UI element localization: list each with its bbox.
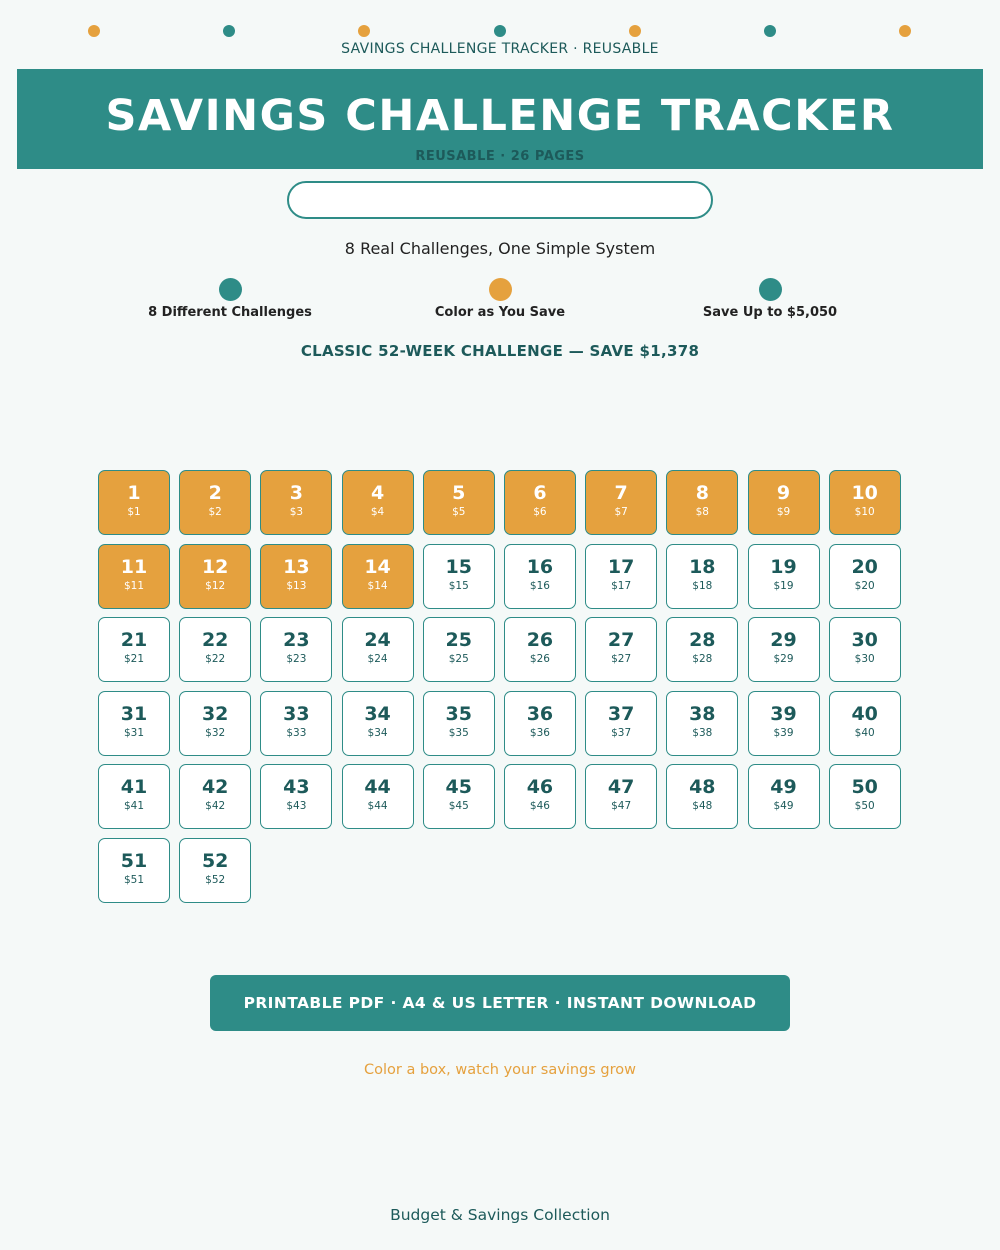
week-box[interactable] — [98, 838, 170, 903]
week-box[interactable] — [585, 544, 657, 609]
week-grid — [98, 470, 902, 903]
week-box[interactable] — [504, 470, 576, 535]
week-amount: $34 — [367, 726, 388, 739]
week-number: 3 — [289, 482, 303, 504]
week-number: 20 — [851, 555, 878, 578]
week-amount: $27 — [611, 653, 632, 666]
week-number: 10 — [851, 482, 878, 504]
week-number: 49 — [770, 776, 797, 799]
week-amount: $12 — [205, 579, 226, 592]
week-amount: $3 — [289, 506, 304, 518]
decor-dot — [223, 25, 235, 37]
week-number: 19 — [770, 555, 797, 578]
week-amount: $41 — [123, 800, 145, 813]
week-amount: $39 — [773, 726, 794, 739]
week-number: 9 — [776, 482, 791, 504]
week-number: 39 — [770, 702, 797, 725]
week-number: 26 — [526, 629, 554, 652]
week-amount: $16 — [529, 579, 550, 592]
week-amount: $14 — [367, 579, 388, 592]
week-number: 35 — [445, 702, 472, 725]
week-box[interactable] — [342, 617, 414, 682]
week-box[interactable] — [585, 617, 657, 682]
tagline: 8 Real Challenges, One Simple System — [344, 239, 656, 258]
week-amount: $32 — [205, 726, 226, 739]
week-number: 52 — [201, 849, 229, 872]
tip-text: Color a box, watch your savings grow — [364, 1062, 636, 1078]
week-number: 28 — [689, 629, 716, 652]
feature-dot-icon — [759, 278, 782, 301]
week-amount: $29 — [773, 653, 794, 666]
week-number: 6 — [533, 482, 547, 504]
week-box[interactable] — [829, 470, 901, 535]
week-box[interactable] — [585, 764, 657, 829]
week-box[interactable] — [666, 617, 738, 682]
week-box[interactable] — [666, 544, 738, 609]
decor-dot — [494, 25, 506, 37]
week-amount: $23 — [286, 653, 307, 666]
page-subtitle: REUSABLE · 26 PAGES — [415, 149, 585, 164]
week-amount: $20 — [854, 579, 875, 592]
week-number: 31 — [120, 702, 148, 725]
week-box[interactable] — [829, 617, 901, 682]
week-box[interactable] — [504, 617, 576, 682]
week-box[interactable] — [748, 764, 820, 829]
feature-save — [635, 278, 905, 320]
week-number: 11 — [120, 555, 148, 578]
week-box[interactable] — [98, 617, 170, 682]
week-box[interactable] — [829, 691, 901, 756]
week-number: 22 — [201, 629, 229, 652]
decor-dot — [88, 25, 100, 37]
week-box[interactable] — [666, 470, 738, 535]
week-number: 2 — [208, 482, 222, 504]
week-box[interactable] — [748, 544, 820, 609]
week-amount: $36 — [529, 726, 550, 739]
week-number: 23 — [283, 629, 310, 652]
download-button[interactable]: PRINTABLE PDF · A4 & US LETTER · INSTANT DOWNLOAD — [210, 975, 790, 1031]
week-box[interactable] — [423, 544, 495, 609]
week-number: 37 — [607, 702, 635, 725]
week-number: 7 — [614, 482, 628, 504]
week-amount: $31 — [123, 726, 145, 739]
week-box[interactable] — [585, 470, 657, 535]
week-amount: $43 — [286, 800, 307, 813]
week-number: 12 — [201, 555, 229, 578]
week-box[interactable] — [342, 544, 414, 609]
decor-dot — [899, 25, 911, 37]
week-amount: $24 — [367, 653, 388, 666]
week-box[interactable] — [504, 691, 576, 756]
week-amount: $28 — [692, 653, 713, 666]
week-amount: $45 — [448, 800, 469, 813]
feature-label: Color as You Save — [434, 305, 566, 320]
week-number: 18 — [689, 555, 716, 578]
feature-label: 8 Different Challenges — [148, 305, 312, 320]
page-title: SAVINGS CHALLENGE TRACKER — [105, 91, 895, 141]
week-amount: $9 — [776, 506, 791, 518]
week-box[interactable] — [666, 764, 738, 829]
week-number: 44 — [364, 776, 391, 799]
week-box[interactable] — [342, 691, 414, 756]
week-box[interactable] — [98, 544, 170, 609]
footer-text: Budget & Savings Collection — [390, 1206, 610, 1224]
week-amount: $18 — [692, 579, 713, 592]
week-box[interactable] — [423, 617, 495, 682]
week-number: 27 — [607, 629, 635, 652]
week-number: 13 — [283, 555, 310, 578]
week-box[interactable] — [98, 764, 170, 829]
week-number: 5 — [452, 482, 466, 504]
week-amount: $2 — [208, 506, 222, 518]
week-box[interactable] — [260, 764, 332, 829]
week-box[interactable] — [342, 470, 414, 535]
week-amount: $5 — [452, 506, 466, 518]
week-number: 14 — [364, 555, 391, 578]
week-number: 1 — [127, 482, 141, 504]
decor-dot — [629, 25, 641, 37]
feature-color — [365, 278, 635, 320]
feature-dot-icon — [489, 278, 512, 301]
top-caption: SAVINGS CHALLENGE TRACKER · REUSABLE — [341, 41, 659, 57]
week-box[interactable] — [98, 470, 170, 535]
week-number: 41 — [120, 776, 148, 799]
week-number: 24 — [364, 629, 391, 652]
week-amount: $15 — [448, 579, 469, 592]
week-box[interactable] — [260, 691, 332, 756]
title-banner — [17, 69, 983, 169]
decor-dot — [358, 25, 370, 37]
week-number: 15 — [445, 555, 472, 578]
week-amount: $26 — [529, 653, 550, 666]
week-box[interactable] — [179, 691, 251, 756]
week-amount: $4 — [370, 506, 385, 518]
week-number: 43 — [283, 776, 310, 799]
week-amount: $40 — [854, 726, 875, 739]
week-box[interactable] — [179, 617, 251, 682]
week-box[interactable] — [748, 617, 820, 682]
week-number: 46 — [526, 776, 554, 799]
week-amount: $52 — [205, 873, 226, 886]
week-box[interactable] — [829, 764, 901, 829]
week-box[interactable] — [748, 691, 820, 756]
week-amount: $47 — [611, 800, 632, 813]
week-amount: $49 — [773, 800, 794, 813]
week-amount: $19 — [773, 579, 794, 592]
week-amount: $10 — [854, 506, 875, 518]
week-amount: $44 — [367, 800, 388, 813]
week-number: 4 — [370, 482, 385, 504]
week-amount: $6 — [533, 506, 547, 518]
decor-dot — [764, 25, 776, 37]
week-box[interactable] — [504, 764, 576, 829]
week-box[interactable] — [829, 544, 901, 609]
week-box[interactable] — [666, 691, 738, 756]
week-amount: $25 — [448, 653, 469, 666]
week-number: 25 — [445, 629, 472, 652]
week-amount: $37 — [611, 726, 632, 739]
week-amount: $30 — [854, 653, 875, 666]
week-number: 34 — [364, 702, 391, 725]
week-box[interactable] — [179, 544, 251, 609]
week-number: 33 — [283, 702, 310, 725]
week-amount: $17 — [611, 579, 632, 592]
week-amount: $8 — [695, 506, 709, 518]
challenge-title: CLASSIC 52-WEEK CHALLENGE — SAVE $1,378 — [300, 342, 700, 360]
week-box[interactable] — [423, 691, 495, 756]
week-amount: $50 — [854, 800, 875, 813]
feature-label: Save Up to $5,050 — [702, 305, 838, 320]
week-amount: $21 — [123, 653, 145, 666]
week-number: 51 — [120, 849, 148, 872]
week-box[interactable] — [585, 691, 657, 756]
week-number: 8 — [695, 482, 709, 504]
week-box[interactable] — [260, 544, 332, 609]
week-number: 47 — [607, 776, 635, 799]
week-number: 48 — [689, 776, 716, 799]
week-amount: $33 — [286, 726, 307, 739]
week-number: 40 — [851, 702, 878, 725]
week-amount: $35 — [448, 726, 469, 739]
week-box[interactable] — [342, 764, 414, 829]
week-box[interactable] — [423, 764, 495, 829]
week-number: 17 — [607, 555, 635, 578]
week-box[interactable] — [260, 470, 332, 535]
week-amount: $22 — [205, 653, 226, 666]
feature-dot-icon — [219, 278, 242, 301]
week-number: 32 — [201, 702, 229, 725]
week-amount: $42 — [205, 800, 226, 813]
week-box[interactable] — [423, 470, 495, 535]
week-amount: $38 — [692, 726, 713, 739]
week-number: 16 — [526, 555, 554, 578]
week-number: 50 — [851, 776, 878, 799]
week-amount: $48 — [692, 800, 713, 813]
week-amount: $7 — [614, 506, 628, 518]
week-amount: $51 — [123, 873, 145, 886]
week-box[interactable] — [748, 470, 820, 535]
name-pill-field[interactable] — [287, 181, 713, 219]
week-number: 36 — [526, 702, 554, 725]
week-box[interactable] — [179, 470, 251, 535]
week-number: 29 — [770, 629, 797, 652]
feature-challenges — [95, 278, 365, 320]
week-box[interactable] — [98, 691, 170, 756]
week-box[interactable] — [504, 544, 576, 609]
week-number: 45 — [445, 776, 472, 799]
week-number: 42 — [201, 776, 229, 799]
week-number: 21 — [120, 629, 148, 652]
week-amount: $13 — [286, 579, 307, 592]
week-number: 30 — [851, 629, 878, 652]
week-amount: $46 — [529, 800, 550, 813]
week-number: 38 — [689, 702, 716, 725]
week-amount: $11 — [123, 579, 145, 592]
week-box[interactable] — [260, 617, 332, 682]
week-amount: $1 — [127, 506, 141, 518]
week-box[interactable] — [179, 838, 251, 903]
week-box[interactable] — [179, 764, 251, 829]
